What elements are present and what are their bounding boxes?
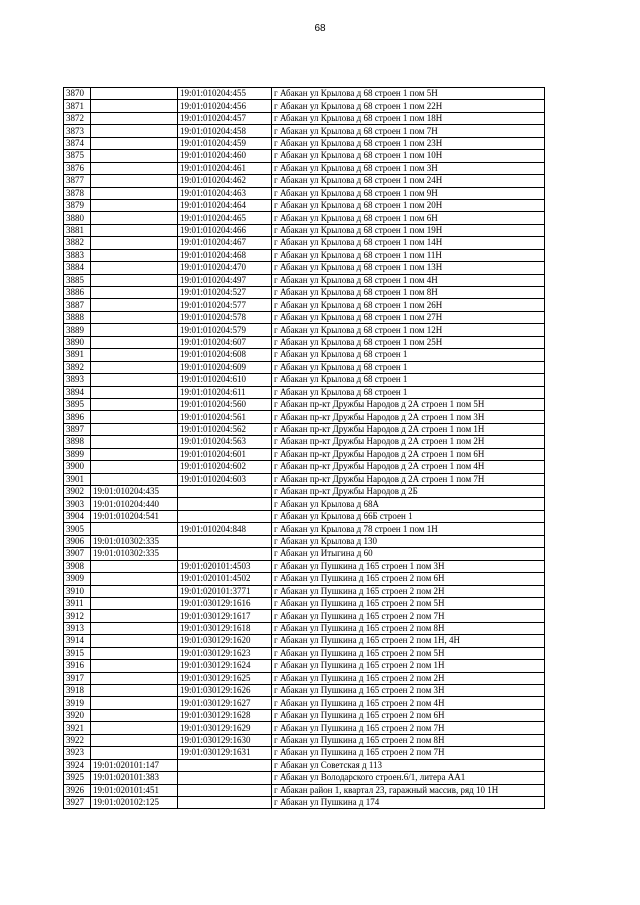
building-cadastral-cell (91, 635, 178, 647)
building-cadastral-cell: 19:01:010302:335 (91, 548, 178, 560)
table-row (64, 411, 545, 423)
row-number-cell: 3890 (64, 336, 91, 348)
address-cell: г Абакан ул Пушкина д 165 строен 2 пом 6Н (272, 573, 545, 585)
address-cell: г Абакан пр-кт Дружбы Народов д 2А строен 1 пом 5Н (272, 398, 545, 410)
building-cadastral-cell (91, 597, 178, 609)
premises-cadastral-cell: 19:01:030129:1624 (178, 660, 272, 672)
address-cell: г Абакан пр-кт Дружбы Народов д 2А строен 1 пом 4Н (272, 461, 545, 473)
row-number-cell: 3872 (64, 112, 91, 124)
table-row (64, 224, 545, 236)
row-number-cell: 3925 (64, 772, 91, 784)
table-row (64, 299, 545, 311)
premises-cadastral-cell: 19:01:010204:468 (178, 249, 272, 261)
table-row (64, 262, 545, 274)
building-cadastral-cell (91, 175, 178, 187)
address-cell: г Абакан ул Крылова д 78 строен 1 пом 1Н (272, 523, 545, 535)
premises-cadastral-cell: 19:01:010204:577 (178, 299, 272, 311)
premises-cadastral-cell: 19:01:020101:4502 (178, 573, 272, 585)
address-cell: г Абакан ул Пушкина д 165 строен 2 пом 1Н (272, 660, 545, 672)
row-number-cell: 3879 (64, 199, 91, 211)
premises-cadastral-cell: 19:01:010204:463 (178, 187, 272, 199)
premises-cadastral-cell: 19:01:030129:1631 (178, 747, 272, 759)
premises-cadastral-cell (178, 759, 272, 771)
row-number-cell: 3892 (64, 361, 91, 373)
table-row (64, 249, 545, 261)
premises-cadastral-cell: 19:01:030129:1627 (178, 697, 272, 709)
table-row (64, 486, 545, 498)
row-number-cell: 3886 (64, 287, 91, 299)
table-row (64, 237, 545, 249)
table-row (64, 672, 545, 684)
address-cell: г Абакан ул Пушкина д 165 строен 2 пом 6Н (272, 709, 545, 721)
table-row (64, 784, 545, 796)
address-cell: г Абакан ул Крылова д 68 строен 1 пом 3Н (272, 162, 545, 174)
table-row (64, 548, 545, 560)
address-cell: г Абакан ул Володарского строен.6/1, литера АА1 (272, 772, 545, 784)
row-number-cell: 3899 (64, 448, 91, 460)
row-number-cell: 3885 (64, 274, 91, 286)
premises-cadastral-cell: 19:01:010204:470 (178, 262, 272, 274)
premises-cadastral-cell: 19:01:010204:610 (178, 374, 272, 386)
building-cadastral-cell (91, 573, 178, 585)
premises-cadastral-cell: 19:01:010204:465 (178, 212, 272, 224)
address-cell: г Абакан ул Пушкина д 165 строен 2 пом 8Н (272, 622, 545, 634)
building-cadastral-cell (91, 436, 178, 448)
premises-cadastral-cell: 19:01:010204:603 (178, 473, 272, 485)
premises-cadastral-cell: 19:01:010204:578 (178, 311, 272, 323)
building-cadastral-cell (91, 150, 178, 162)
row-number-cell: 3870 (64, 88, 91, 100)
premises-cadastral-cell: 19:01:010204:458 (178, 125, 272, 137)
table-row (64, 734, 545, 746)
premises-cadastral-cell: 19:01:010204:462 (178, 175, 272, 187)
address-cell: г Абакан ул Крылова д 68 строен 1 пом 6Н (272, 212, 545, 224)
table-row (64, 137, 545, 149)
building-cadastral-cell (91, 660, 178, 672)
table-row (64, 398, 545, 410)
building-cadastral-cell (91, 336, 178, 348)
premises-cadastral-cell: 19:01:030129:1617 (178, 610, 272, 622)
row-number-cell: 3918 (64, 685, 91, 697)
table-row (64, 597, 545, 609)
table-body (64, 88, 545, 809)
address-cell: г Абакан ул Крылова д 68 строен 1 пом 27Н (272, 311, 545, 323)
address-cell: г Абакан ул Пушкина д 165 строен 2 пом 7Н (272, 610, 545, 622)
premises-cadastral-cell (178, 535, 272, 547)
building-cadastral-cell (91, 249, 178, 261)
premises-cadastral-cell: 19:01:010204:562 (178, 423, 272, 435)
building-cadastral-cell (91, 448, 178, 460)
building-cadastral-cell (91, 622, 178, 634)
address-cell: г Абакан ул Крылова д 68 строен 1 пом 5Н (272, 88, 545, 100)
building-cadastral-cell (91, 411, 178, 423)
address-cell: г Абакан ул Крылова д 68 строен 1 (272, 386, 545, 398)
row-number-cell: 3920 (64, 709, 91, 721)
building-cadastral-cell (91, 187, 178, 199)
table-row (64, 510, 545, 522)
address-cell: г Абакан район 1, квартал 23, гаражный массив, ряд 10 1Н (272, 784, 545, 796)
address-cell: г Абакан ул Крылова д 68 строен 1 пом 20Н (272, 199, 545, 211)
address-cell: г Абакан ул Пушкина д 165 строен 1 пом 3Н (272, 560, 545, 572)
address-cell: г Абакан ул Пушкина д 165 строен 2 пом 3Н (272, 685, 545, 697)
table-row (64, 560, 545, 572)
address-cell: г Абакан ул Крылова д 68 строен 1 пом 11Н (272, 249, 545, 261)
premises-cadastral-cell: 19:01:030129:1620 (178, 635, 272, 647)
row-number-cell: 3911 (64, 597, 91, 609)
premises-cadastral-cell: 19:01:010204:464 (178, 199, 272, 211)
row-number-cell: 3894 (64, 386, 91, 398)
property-table (63, 87, 545, 809)
building-cadastral-cell (91, 697, 178, 709)
row-number-cell: 3900 (64, 461, 91, 473)
address-cell: г Абакан пр-кт Дружбы Народов д 2А строен 1 пом 3Н (272, 411, 545, 423)
address-cell: г Абакан пр-кт Дружбы Народов д 2А строен 1 пом 1Н (272, 423, 545, 435)
address-cell: г Абакан ул Крылова д 68 строен 1 пом 22Н (272, 100, 545, 112)
premises-cadastral-cell: 19:01:020101:3771 (178, 585, 272, 597)
building-cadastral-cell (91, 610, 178, 622)
premises-cadastral-cell: 19:01:010204:579 (178, 324, 272, 336)
row-number-cell: 3904 (64, 510, 91, 522)
table-row (64, 100, 545, 112)
building-cadastral-cell (91, 125, 178, 137)
row-number-cell: 3914 (64, 635, 91, 647)
row-number-cell: 3924 (64, 759, 91, 771)
row-number-cell: 3907 (64, 548, 91, 560)
table-row (64, 88, 545, 100)
table-row (64, 461, 545, 473)
table-row (64, 622, 545, 634)
address-cell: г Абакан ул Крылова д 68 строен 1 пом 18Н (272, 112, 545, 124)
premises-cadastral-cell: 19:01:010204:848 (178, 523, 272, 535)
table-row (64, 473, 545, 485)
table-row (64, 274, 545, 286)
building-cadastral-cell (91, 237, 178, 249)
building-cadastral-cell (91, 262, 178, 274)
table-row (64, 150, 545, 162)
row-number-cell: 3897 (64, 423, 91, 435)
premises-cadastral-cell (178, 486, 272, 498)
premises-cadastral-cell: 19:01:010204:455 (178, 88, 272, 100)
address-cell: г Абакан ул Советская д 113 (272, 759, 545, 771)
row-number-cell: 3917 (64, 672, 91, 684)
address-cell: г Абакан ул Крылова д 68 строен 1 (272, 361, 545, 373)
premises-cadastral-cell: 19:01:010204:456 (178, 100, 272, 112)
table-row (64, 709, 545, 721)
row-number-cell: 3874 (64, 137, 91, 149)
building-cadastral-cell (91, 722, 178, 734)
row-number-cell: 3895 (64, 398, 91, 410)
premises-cadastral-cell (178, 796, 272, 808)
address-cell: г Абакан ул Крылова д 68 строен 1 пом 24Н (272, 175, 545, 187)
table-row (64, 311, 545, 323)
table-row (64, 175, 545, 187)
premises-cadastral-cell: 19:01:010204:461 (178, 162, 272, 174)
premises-cadastral-cell (178, 548, 272, 560)
building-cadastral-cell (91, 747, 178, 759)
address-cell: г Абакан ул Крылова д 130 (272, 535, 545, 547)
building-cadastral-cell (91, 386, 178, 398)
row-number-cell: 3901 (64, 473, 91, 485)
table-row (64, 436, 545, 448)
row-number-cell: 3905 (64, 523, 91, 535)
building-cadastral-cell: 19:01:010302:335 (91, 535, 178, 547)
premises-cadastral-cell: 19:01:030129:1623 (178, 647, 272, 659)
building-cadastral-cell (91, 647, 178, 659)
address-cell: г Абакан ул Крылова д 68 строен 1 (272, 349, 545, 361)
building-cadastral-cell: 19:01:010204:440 (91, 498, 178, 510)
address-cell: г Абакан ул Крылова д 68А (272, 498, 545, 510)
row-number-cell: 3877 (64, 175, 91, 187)
building-cadastral-cell (91, 374, 178, 386)
premises-cadastral-cell: 19:01:010204:467 (178, 237, 272, 249)
building-cadastral-cell (91, 361, 178, 373)
address-cell: г Абакан ул Пушкина д 165 строен 2 пом 4Н (272, 697, 545, 709)
row-number-cell: 3875 (64, 150, 91, 162)
table-row (64, 685, 545, 697)
address-cell: г Абакан пр-кт Дружбы Народов д 2А строен 1 пом 6Н (272, 448, 545, 460)
premises-cadastral-cell (178, 510, 272, 522)
premises-cadastral-cell: 19:01:030129:1630 (178, 734, 272, 746)
premises-cadastral-cell: 19:01:030129:1616 (178, 597, 272, 609)
address-cell: г Абакан ул Крылова д 68 строен 1 пом 19Н (272, 224, 545, 236)
building-cadastral-cell (91, 473, 178, 485)
row-number-cell: 3922 (64, 734, 91, 746)
building-cadastral-cell: 19:01:020102:125 (91, 796, 178, 808)
row-number-cell: 3881 (64, 224, 91, 236)
table-row (64, 610, 545, 622)
row-number-cell: 3923 (64, 747, 91, 759)
building-cadastral-cell (91, 100, 178, 112)
premises-cadastral-cell: 19:01:030129:1629 (178, 722, 272, 734)
row-number-cell: 3912 (64, 610, 91, 622)
building-cadastral-cell (91, 299, 178, 311)
table-row (64, 423, 545, 435)
row-number-cell: 3882 (64, 237, 91, 249)
building-cadastral-cell (91, 398, 178, 410)
building-cadastral-cell (91, 287, 178, 299)
premises-cadastral-cell: 19:01:010204:459 (178, 137, 272, 149)
address-cell: г Абакан ул Пушкина д 165 строен 2 пом 1Н, 4Н (272, 635, 545, 647)
row-number-cell: 3876 (64, 162, 91, 174)
address-cell: г Абакан ул Крылова д 68 строен 1 пом 13Н (272, 262, 545, 274)
premises-cadastral-cell: 19:01:010204:527 (178, 287, 272, 299)
row-number-cell: 3878 (64, 187, 91, 199)
table-row (64, 361, 545, 373)
row-number-cell: 3871 (64, 100, 91, 112)
table-row (64, 212, 545, 224)
building-cadastral-cell (91, 734, 178, 746)
building-cadastral-cell (91, 274, 178, 286)
page-number: 68 (314, 23, 326, 34)
table-row (64, 199, 545, 211)
row-number-cell: 3898 (64, 436, 91, 448)
address-cell: г Абакан пр-кт Дружбы Народов д 2А строен 1 пом 2Н (272, 436, 545, 448)
table-row (64, 697, 545, 709)
building-cadastral-cell (91, 560, 178, 572)
address-cell: г Абакан ул Крылова д 68 строен 1 пом 14Н (272, 237, 545, 249)
building-cadastral-cell: 19:01:010204:541 (91, 510, 178, 522)
premises-cadastral-cell: 19:01:010204:466 (178, 224, 272, 236)
row-number-cell: 3887 (64, 299, 91, 311)
address-cell: г Абакан ул Крылова д 68 строен 1 пом 25Н (272, 336, 545, 348)
address-cell: г Абакан ул Пушкина д 165 строен 2 пом 7Н (272, 722, 545, 734)
address-cell: г Абакан ул Крылова д 66Б строен 1 (272, 510, 545, 522)
address-cell: г Абакан пр-кт Дружбы Народов д 2А строен 1 пом 7Н (272, 473, 545, 485)
address-cell: г Абакан ул Крылова д 68 строен 1 пом 4Н (272, 274, 545, 286)
row-number-cell: 3921 (64, 722, 91, 734)
table-row (64, 162, 545, 174)
address-cell: г Абакан ул Пушкина д 165 строен 2 пом 2Н (272, 672, 545, 684)
row-number-cell: 3906 (64, 535, 91, 547)
row-number-cell: 3888 (64, 311, 91, 323)
building-cadastral-cell (91, 585, 178, 597)
table-row (64, 349, 545, 361)
row-number-cell: 3889 (64, 324, 91, 336)
premises-cadastral-cell (178, 772, 272, 784)
building-cadastral-cell: 19:01:020101:147 (91, 759, 178, 771)
row-number-cell: 3926 (64, 784, 91, 796)
row-number-cell: 3891 (64, 349, 91, 361)
address-cell: г Абакан ул Крылова д 68 строен 1 (272, 374, 545, 386)
building-cadastral-cell (91, 162, 178, 174)
premises-cadastral-cell: 19:01:010204:563 (178, 436, 272, 448)
building-cadastral-cell: 19:01:020101:383 (91, 772, 178, 784)
row-number-cell: 3919 (64, 697, 91, 709)
table-row (64, 386, 545, 398)
table-row (64, 535, 545, 547)
row-number-cell: 3893 (64, 374, 91, 386)
building-cadastral-cell (91, 423, 178, 435)
address-cell: г Абакан ул Крылова д 68 строен 1 пом 26Н (272, 299, 545, 311)
address-cell: г Абакан ул Итыгина д 60 (272, 548, 545, 560)
row-number-cell: 3883 (64, 249, 91, 261)
building-cadastral-cell: 19:01:020101:451 (91, 784, 178, 796)
building-cadastral-cell (91, 88, 178, 100)
table-row (64, 287, 545, 299)
premises-cadastral-cell (178, 498, 272, 510)
building-cadastral-cell (91, 324, 178, 336)
premises-cadastral-cell: 19:01:010204:561 (178, 411, 272, 423)
address-cell: г Абакан ул Пушкина д 165 строен 2 пом 5Н (272, 597, 545, 609)
table-row (64, 324, 545, 336)
building-cadastral-cell (91, 672, 178, 684)
table-row (64, 374, 545, 386)
premises-cadastral-cell: 19:01:030129:1625 (178, 672, 272, 684)
table-row (64, 187, 545, 199)
table-row (64, 647, 545, 659)
building-cadastral-cell (91, 224, 178, 236)
address-cell: г Абакан пр-кт Дружбы Народов д 2Б (272, 486, 545, 498)
address-cell: г Абакан ул Крылова д 68 строен 1 пом 9Н (272, 187, 545, 199)
address-cell: г Абакан ул Крылова д 68 строен 1 пом 10Н (272, 150, 545, 162)
row-number-cell: 3884 (64, 262, 91, 274)
table-row (64, 635, 545, 647)
table-row (64, 112, 545, 124)
address-cell: г Абакан ул Крылова д 68 строен 1 пом 12Н (272, 324, 545, 336)
premises-cadastral-cell: 19:01:030129:1618 (178, 622, 272, 634)
row-number-cell: 3902 (64, 486, 91, 498)
building-cadastral-cell (91, 199, 178, 211)
table-row (64, 125, 545, 137)
row-number-cell: 3880 (64, 212, 91, 224)
premises-cadastral-cell (178, 784, 272, 796)
building-cadastral-cell (91, 137, 178, 149)
building-cadastral-cell (91, 709, 178, 721)
premises-cadastral-cell: 19:01:020101:4503 (178, 560, 272, 572)
address-cell: г Абакан ул Пушкина д 165 строен 2 пом 7Н (272, 747, 545, 759)
table-row (64, 573, 545, 585)
table-row (64, 722, 545, 734)
building-cadastral-cell (91, 461, 178, 473)
building-cadastral-cell (91, 523, 178, 535)
address-cell: г Абакан ул Пушкина д 165 строен 2 пом 2Н (272, 585, 545, 597)
row-number-cell: 3873 (64, 125, 91, 137)
building-cadastral-cell (91, 112, 178, 124)
address-cell: г Абакан ул Крылова д 68 строен 1 пом 8Н (272, 287, 545, 299)
premises-cadastral-cell: 19:01:030129:1626 (178, 685, 272, 697)
row-number-cell: 3915 (64, 647, 91, 659)
premises-cadastral-cell: 19:01:010204:457 (178, 112, 272, 124)
building-cadastral-cell: 19:01:010204:435 (91, 486, 178, 498)
table-row (64, 660, 545, 672)
table-row (64, 498, 545, 510)
premises-cadastral-cell: 19:01:010204:601 (178, 448, 272, 460)
address-cell: г Абакан ул Крылова д 68 строен 1 пом 7Н (272, 125, 545, 137)
premises-cadastral-cell: 19:01:010204:609 (178, 361, 272, 373)
table-row (64, 759, 545, 771)
table-row (64, 772, 545, 784)
premises-cadastral-cell: 19:01:010204:608 (178, 349, 272, 361)
row-number-cell: 3909 (64, 573, 91, 585)
premises-cadastral-cell: 19:01:010204:497 (178, 274, 272, 286)
table-row (64, 448, 545, 460)
row-number-cell: 3896 (64, 411, 91, 423)
table-row (64, 747, 545, 759)
table-row (64, 796, 545, 808)
premises-cadastral-cell: 19:01:010204:611 (178, 386, 272, 398)
row-number-cell: 3908 (64, 560, 91, 572)
address-cell: г Абакан ул Пушкина д 165 строен 2 пом 8Н (272, 734, 545, 746)
building-cadastral-cell (91, 349, 178, 361)
row-number-cell: 3910 (64, 585, 91, 597)
row-number-cell: 3927 (64, 796, 91, 808)
address-cell: г Абакан ул Крылова д 68 строен 1 пом 23Н (272, 137, 545, 149)
premises-cadastral-cell: 19:01:010204:607 (178, 336, 272, 348)
building-cadastral-cell (91, 311, 178, 323)
premises-cadastral-cell: 19:01:010204:460 (178, 150, 272, 162)
table-row (64, 523, 545, 535)
premises-cadastral-cell: 19:01:010204:602 (178, 461, 272, 473)
premises-cadastral-cell: 19:01:030129:1628 (178, 709, 272, 721)
row-number-cell: 3913 (64, 622, 91, 634)
building-cadastral-cell (91, 212, 178, 224)
table-row (64, 585, 545, 597)
address-cell: г Абакан ул Пушкина д 165 строен 2 пом 5Н (272, 647, 545, 659)
table-row (64, 336, 545, 348)
row-number-cell: 3916 (64, 660, 91, 672)
building-cadastral-cell (91, 685, 178, 697)
premises-cadastral-cell: 19:01:010204:560 (178, 398, 272, 410)
address-cell: г Абакан ул Пушкина д 174 (272, 796, 545, 808)
row-number-cell: 3903 (64, 498, 91, 510)
